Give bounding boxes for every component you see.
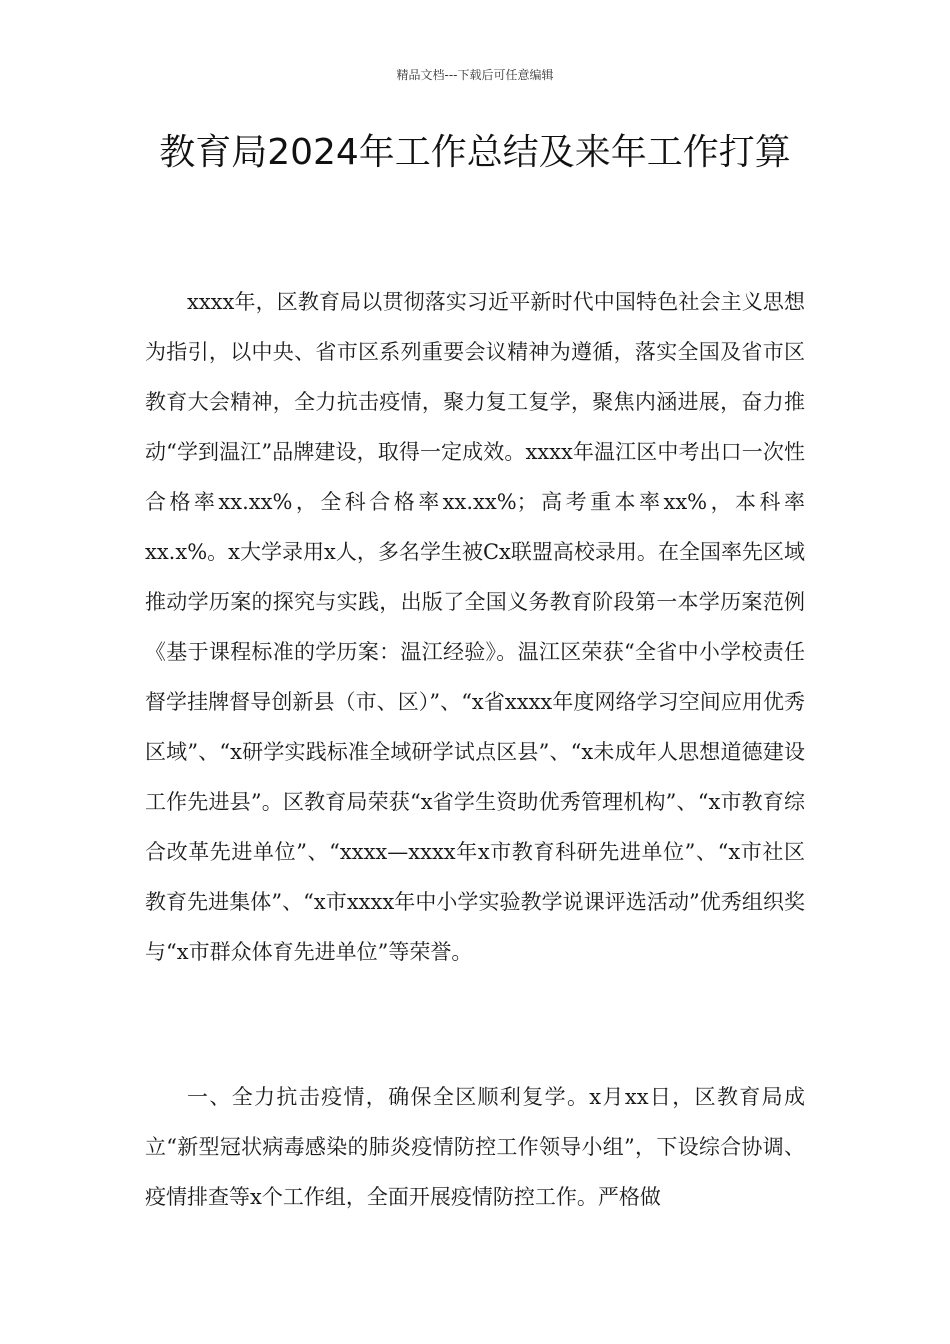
document-title: 教育局2024年工作总结及来年工作打算	[159, 132, 791, 173]
header-note: 精品文档---下载后可任意编辑	[396, 68, 554, 82]
body-paragraph-intro: xxxx年，区教育局以贯彻落实习近平新时代中国特色社会主义思想为指引，以中央、省市区系列重要会议精神为遵循，落实全国及省市区教育大会精神，全力抗击疫情，聚力复工复学，聚焦内涵进展，奋力推动“学到温江”品牌建设，取得一定成效。xxxx年温江区中考出口一次性合格率xx.xx%，全科合格率xx.xx%；高考重本率xx%，本科率xx.x%。x大学录用x人，多名学生被Cx联盟高校录用。在全国率先区域推动学历案的探究与实践，出版了全国义务教育阶段第一本学历案范例《基于课程标准的学历案：温江经验》。温江区荣获“全省中小学校责任督学挂牌督导创新县（市、区）”、“x省xxxx年度网络学习空间应用优秀区域”、“x研学实践标准全域研学试点区县”、“x未成年人思想道德建设工作先进县”。区教育局荣获“x省学生资助优秀管理机构”、“x市教育综合改革先进单位”、“xxxx—xxxx年x市教育科研先进单位”、“x市社区教育先进集体”、“x市xxxx年中小学实验教学说课评选活动”优秀组织奖与“x市群众体育先进单位”等荣誉。	[145, 290, 805, 964]
body-paragraph-section-1: 一、全力抗击疫情，确保全区顺利复学。x月xx日，区教育局成立“新型冠状病毒感染的肺炎疫情防控工作领导小组”，下设综合协调、疫情排查等x个工作组，全面开展疫情防控工作。严格做	[145, 1085, 805, 1209]
